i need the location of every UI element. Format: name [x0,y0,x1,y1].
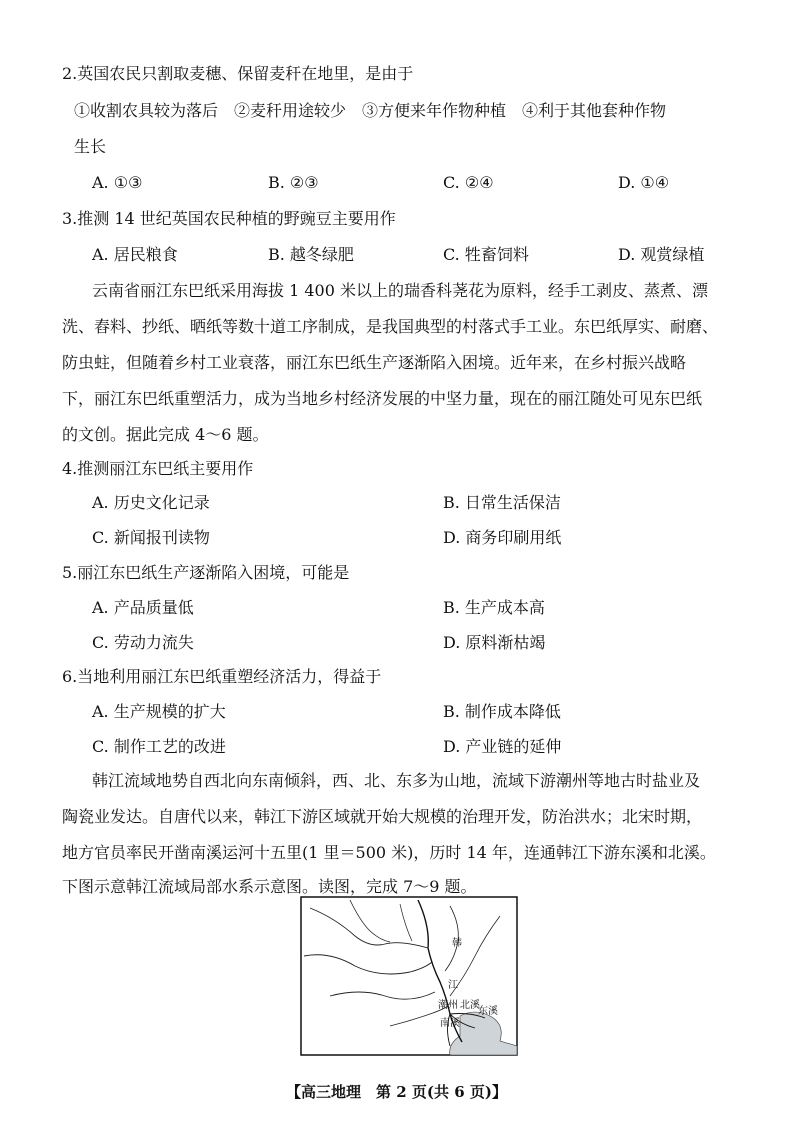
map-label-beixi: 北溪 [460,1000,480,1011]
passage1-line-3: 防虫蛀，但随着乡村工业衰落，丽江东巴纸生产逐渐陷入困境。近年来，在乡村振兴战略 [62,353,687,372]
q5-option-d[interactable]: D. 原料渐枯竭 [443,633,546,652]
passage1-line-2: 洗、舂料、抄纸、晒纸等数十道工序制成，是我国典型的村落式手工业。东巴纸厚实、耐磨、 [62,317,719,336]
q4-option-b[interactable]: B. 日常生活保洁 [443,493,561,512]
map-label-han: 韩 [452,938,462,949]
q2-option-b[interactable]: B. ②③ [268,173,319,192]
passage2-line-3: 地方官员率民开凿南溪运河十五里(1 里＝500 米)，历时 14 年，连通韩江下游东溪和北溪。 [62,843,716,862]
q3-option-c[interactable]: C. 牲畜饲料 [443,245,529,264]
q5-option-c[interactable]: C. 劳动力流失 [92,633,194,652]
q2-option-d[interactable]: D. ①④ [618,173,670,192]
q3-option-a[interactable]: A. 居民粮食 [92,245,178,264]
passage1-line-5: 的文创。据此完成 4～6 题。 [62,425,269,444]
passage1-line-1: 云南省丽江东巴纸采用海拔 1 400 米以上的瑞香科荛花为原料，经手工剥皮、蒸煮、漂 [92,281,708,300]
map-label-jiang: 江 [448,980,458,991]
q2-option-c[interactable]: C. ②④ [443,173,494,192]
q3-stem: 3.推测 14 世纪英国农民种植的野豌豆主要用作 [62,209,396,228]
q6-option-a[interactable]: A. 生产规模的扩大 [92,702,226,721]
q3-option-b[interactable]: B. 越冬绿肥 [268,245,354,264]
q5-stem: 5.丽江东巴纸生产逐渐陷入困境，可能是 [62,563,350,582]
q4-stem: 4.推测丽江东巴纸主要用作 [62,459,254,478]
q4-option-d[interactable]: D. 商务印刷用纸 [443,528,562,547]
q3-option-d[interactable]: D. 观赏绿植 [618,245,705,264]
q4-option-a[interactable]: A. 历史文化记录 [92,493,210,512]
page-footer: 【高三地理 第 2 页(共 6 页)】 [286,1083,507,1101]
q6-option-d[interactable]: D. 产业链的延伸 [443,737,562,756]
passage1-line-4: 下，丽江东巴纸重塑活力，成为当地乡村经济发展的中坚力量，现在的丽江随处可见东巴纸 [62,389,703,408]
q2-statements: ①收割农具较为落后 ②麦秆用途较少 ③方便来年作物种植 ④利于其他套种作物 [74,101,667,120]
q2-stem: 2.英国农民只割取麦穗、保留麦秆在地里，是由于 [62,64,414,83]
q4-option-c[interactable]: C. 新闻报刊读物 [92,528,210,547]
passage2-line-4: 下图示意韩江流域局部水系示意图。读图，完成 7～9 题。 [62,877,477,896]
han-river-map [300,896,518,1056]
q2-statements-cont: 生长 [74,137,107,156]
map-label-dongxi: 东溪 [478,1006,498,1017]
q6-option-c[interactable]: C. 制作工艺的改进 [92,737,226,756]
q6-option-b[interactable]: B. 制作成本降低 [443,702,561,721]
q5-option-b[interactable]: B. 生产成本高 [443,598,545,617]
q5-option-a[interactable]: A. 产品质量低 [92,598,194,617]
q6-stem: 6.当地利用丽江东巴纸重塑经济活力，得益于 [62,667,382,686]
passage2-line-2: 陶瓷业发达。自唐代以来，韩江下游区域就开始大规模的治理开发，防治洪水；北宋时期， [62,807,703,826]
map-label-nanxi: 南溪 [440,1018,460,1029]
q2-option-a[interactable]: A. ①③ [92,173,143,192]
map-label-chaozhou: 潮州 [438,1000,458,1011]
passage2-line-1: 韩江流域地势自西北向东南倾斜，西、北、东多为山地，流域下游潮州等地古时盐业及 [92,771,701,790]
